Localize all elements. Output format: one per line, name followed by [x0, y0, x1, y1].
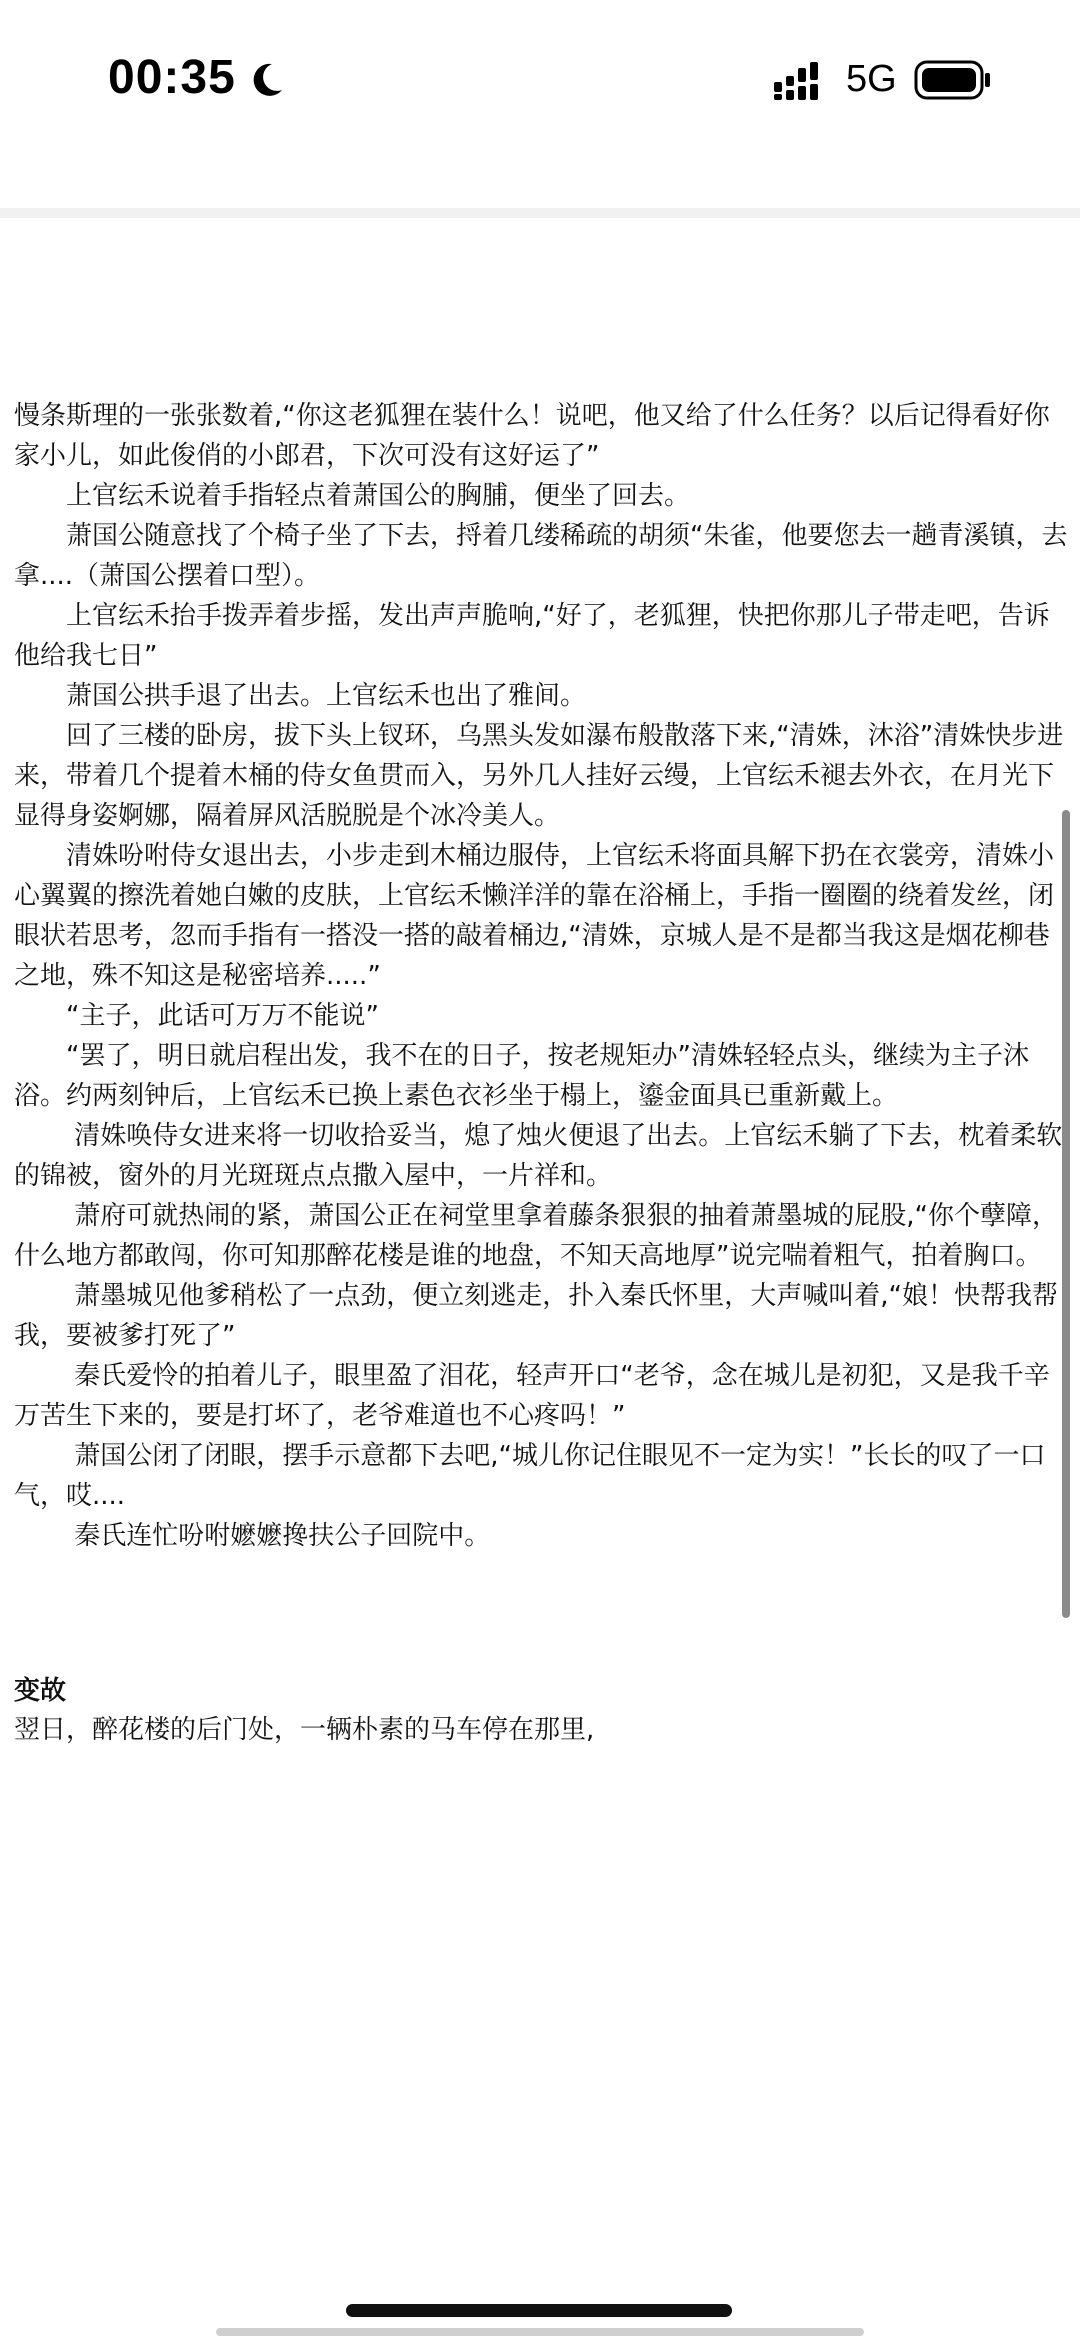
- paragraph: 萧国公闭了闭眼，摆手示意都下去吧,“城儿你记住眼见不一定为实！”长长的叹了一口气，哎....: [14, 1441, 1046, 1511]
- paragraph: 慢条斯理的一张张数着,“你这老狐狸在装什么！说吧，他又给了什么任务？以后记得看好你家小儿，如此俊俏的小郎君，下次可没有这好运了”: [14, 401, 1050, 471]
- paragraph: 回了三楼的卧房，拔下头上钗环，乌黑头发如瀑布般散落下来,“清姝，沐浴”清姝快步进来，带着几个提着木桶的侍女鱼贯而入，另外几人挂好云缦，上官纭禾褪去外衣，在月光下显得身姿婀娜，隔着屏风活脱脱是个冰冷美人。: [14, 721, 1064, 831]
- scrollbar[interactable]: [1062, 810, 1070, 1618]
- reader-content: [14, 396, 1070, 1556]
- header-divider: [0, 208, 1080, 218]
- paragraph: 上官纭禾抬手拨弄着步摇，发出声声脆响,“好了，老狐狸，快把你那儿子带走吧，告诉他给我七日”: [14, 601, 1050, 671]
- paragraph: 萧国公拱手退了出去。上官纭禾也出了雅间。: [14, 681, 587, 711]
- chapter-first-line: 翌日，醉花楼的后门处，一辆朴素的马车停在那里,: [14, 1715, 595, 1745]
- paragraph: 清姝唤侍女进来将一切收拾妥当，熄了烛火便退了出去。上官纭禾躺了下去，枕着柔软的锦被，窗外的月光斑斑点点撒入屋中，一片祥和。: [14, 1121, 1063, 1191]
- status-time: 00:35: [108, 51, 236, 104]
- paragraph: 萧国公随意找了个椅子坐了下去，捋着几缕稀疏的胡须“朱雀，他要您去一趟青溪镇，去拿....（萧国公摆着口型）。: [14, 521, 1068, 591]
- paragraph: 清姝吩咐侍女退出去，小步走到木桶边服侍，上官纭禾将面具解下扔在衣裳旁，清姝小心翼翼的擦洗着她白嫩的皮肤，上官纭禾懒洋洋的靠在浴桶上，手指一圈圈的绕着发丝，闭眼状若思考，忽而手指有一搭没一搭的敲着桶边,“清姝，京城人是不是都当我这是烟花柳巷之地，殊不知这是秘密培养.....”: [14, 841, 1055, 991]
- home-indicator[interactable]: [346, 2304, 732, 2317]
- moon-icon: [246, 60, 286, 100]
- paragraph: 秦氏爱怜的拍着儿子，眼里盈了泪花，轻声开口“老爷，念在城儿是初犯，又是我千辛万苦生下来的，要是打坏了，老爷难道也不心疼吗！”: [14, 1361, 1050, 1431]
- battery-icon: [914, 60, 992, 100]
- paragraph: “罢了，明日就启程出发，我不在的日子，按老规矩办”清姝轻轻点头，继续为主子沐浴。约两刻钟后，上官纭禾已换上素色衣衫坐于榻上，鎏金面具已重新戴上。: [14, 1041, 1029, 1111]
- network-label: 5G: [846, 58, 897, 100]
- status-bar: [0, 0, 1080, 160]
- paragraph: 上官纭禾说着手指轻点着萧国公的胸脯，便坐了回去。: [14, 481, 691, 511]
- signal-icon: [774, 62, 830, 100]
- paragraph: “主子，此话可万万不能说”: [14, 1001, 379, 1031]
- chapter-title: 变故: [14, 1676, 67, 1706]
- paragraph: 秦氏连忙吩咐嬷嬷搀扶公子回院中。: [14, 1521, 491, 1551]
- bottom-scroll-track: [216, 2328, 864, 2336]
- paragraph: 萧府可就热闹的紧，萧国公正在祠堂里拿着藤条狠狠的抽着萧墨城的屁股,“你个孽障，什么地方都敢闯，你可知那醉花楼是谁的地盘，不知天高地厚”说完喘着粗气，拍着胸口。: [14, 1201, 1059, 1271]
- paragraph: 萧墨城见他爹稍松了一点劲，便立刻逃走，扑入秦氏怀里，大声喊叫着,“娘！快帮我帮我，要被爹打死了”: [14, 1281, 1059, 1351]
